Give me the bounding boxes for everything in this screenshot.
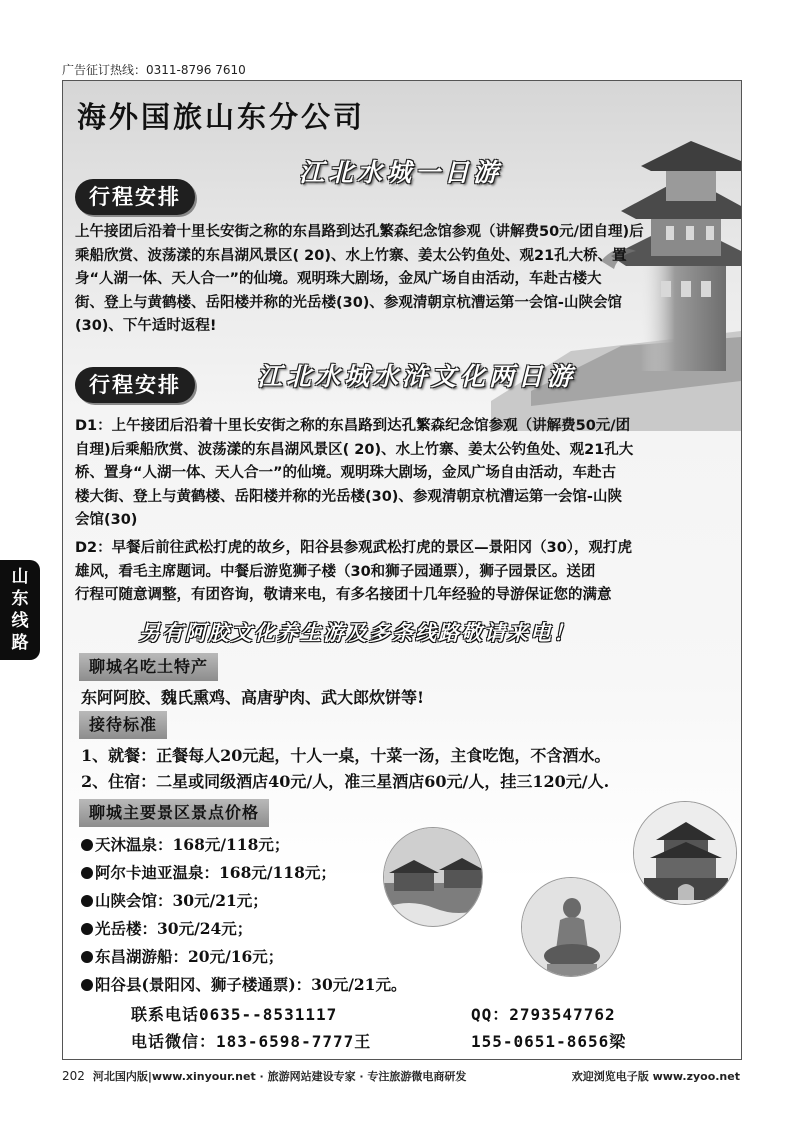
contact-phone: 联系电话0635--8531117 bbox=[131, 1005, 338, 1024]
route2-d2-line: 行程可随意调整，有团咨询，敬请来电，有多名接团十几年经验的导游保证您的满意 bbox=[75, 587, 612, 603]
contact-wechat: 电话微信：183-6598-7777王 bbox=[131, 1032, 372, 1051]
route2-d2-line: D2：早餐后前往武松打虎的故乡，阳谷县参观武松打虎的景区—景阳冈（30），观打虎 bbox=[75, 540, 633, 556]
route1-line: 上午接团后沿着十里长安街之称的东昌路到达孔繁森纪念馆参观（讲解费50元/团自理)后 bbox=[75, 224, 644, 240]
page-number: 202 bbox=[62, 1069, 85, 1083]
route1-itinerary-badge: 行程安排 bbox=[75, 179, 195, 215]
route2-day1 bbox=[75, 415, 725, 533]
side-tab-shandong-routes bbox=[0, 560, 40, 660]
route1-line: 街、登上与黄鹤楼、岳阳楼并称的光岳楼(30)、参观清朝京杭漕运第一会馆-山陕会馆 bbox=[75, 294, 622, 311]
route1-line: 乘船欣赏、波荡漾的东昌湖风景区( 20)、水上竹寨、姜太公钓鱼处、观21孔大桥、置 bbox=[75, 247, 627, 264]
route1-line: (30)、下午适时返程! bbox=[75, 318, 217, 334]
price-list bbox=[81, 831, 406, 999]
bullet-icon bbox=[81, 979, 93, 991]
bullet-icon bbox=[81, 895, 93, 907]
route2-d1-line: D1：上午接团后沿着十里长安街之称的东昌路到达孔繁森纪念馆参观（讲解费50元/团 bbox=[75, 418, 631, 434]
price-item: 光岳楼：30元/24元； bbox=[81, 915, 406, 943]
promo-banner: 另有阿胶文化养生游及多条线路敬请来电！ bbox=[139, 620, 576, 645]
bullet-icon bbox=[81, 951, 93, 963]
statue-photo-icon bbox=[521, 877, 621, 977]
route2-title: 江北水城水浒文化两日游 bbox=[257, 362, 577, 391]
specialty-text: 东阿阿胶、魏氏熏鸡、高唐驴肉、武大郎炊饼等! bbox=[81, 688, 425, 707]
footer-publisher: 河北国内版|www.xinyour.net · 旅游网站建设专家 · 专注旅游微电商研发 bbox=[92, 1070, 467, 1083]
prices-heading: 聊城主要景区景点价格 bbox=[79, 799, 269, 827]
bullet-icon bbox=[81, 923, 93, 935]
price-item: 阿尔卡迪亚温泉：168元/118元； bbox=[81, 859, 406, 887]
water-town-photo-icon bbox=[383, 827, 483, 927]
specialty-heading: 聊城名吃土特产 bbox=[79, 653, 218, 681]
contact-qq: QQ：2793547762 bbox=[471, 1005, 616, 1024]
route1-line: 身“人湖一体、天人合一”的仙境。观明珠大剧场，金凤广场自由活动，车赴古楼大 bbox=[75, 271, 602, 287]
route1-description bbox=[75, 221, 725, 339]
side-tab-char: 东 bbox=[11, 589, 29, 609]
route2-d2-line: 雄风，看毛主席题词。中餐后游览狮子楼（30和狮子园通票），狮子园景区。送团 bbox=[75, 563, 596, 580]
tower-photo-icon bbox=[633, 801, 737, 905]
bullet-icon bbox=[81, 839, 93, 851]
route1-title: 江北水城一日游 bbox=[299, 158, 503, 187]
company-name: 海外国旅山东分公司 bbox=[77, 100, 366, 134]
price-item: 山陕会馆：30元/21元； bbox=[81, 887, 406, 915]
standard-item-meal: 1、就餐：正餐每人20元起，十人一桌，十菜一汤，主食吃饱，不含酒水。 bbox=[81, 746, 611, 765]
standard-item-lodging: 2、住宿：二星或同级酒店40元/人，准三星酒店60元/人，挂三120元/人. bbox=[81, 772, 610, 791]
ad-panel bbox=[62, 80, 742, 1060]
footer-right: 欢迎浏览电子版 www.zyoo.net bbox=[571, 1070, 740, 1083]
side-tab-char: 路 bbox=[11, 633, 29, 653]
standards-heading: 接待标准 bbox=[79, 711, 167, 739]
route2-itinerary-badge: 行程安排 bbox=[75, 367, 195, 403]
side-tab-char: 线 bbox=[11, 611, 29, 631]
route2-d1-line: 楼大街、登上与黄鹤楼、岳阳楼并称的光岳楼(30)、参观清朝京杭漕运第一会馆-山陕 bbox=[75, 488, 622, 505]
route2-d1-line: 自理)后乘船欣赏、波荡漾的东昌湖风景区( 20)、水上竹寨、姜太公钓鱼处、观21孔大 bbox=[75, 441, 634, 458]
price-item: 东昌湖游船：20元/16元； bbox=[81, 943, 406, 971]
bullet-icon bbox=[81, 867, 93, 879]
contact-mobile: 155-0651-8656梁 bbox=[471, 1032, 627, 1051]
side-tab-char: 山 bbox=[11, 567, 29, 587]
footer-left bbox=[62, 1068, 466, 1084]
route2-day2 bbox=[75, 537, 725, 608]
route2-d1-line: 会馆(30) bbox=[75, 512, 138, 528]
price-item: 天沐温泉：168元/118元； bbox=[81, 831, 406, 859]
ad-hotline: 广告征订热线：0311-8796 7610 bbox=[62, 63, 246, 77]
route2-d1-line: 桥、置身“人湖一体、天人合一”的仙境。观明珠大剧场，金凤广场自由活动，车赴古 bbox=[75, 465, 617, 481]
price-item: 阳谷县(景阳冈、狮子楼通票)：30元/21元。 bbox=[81, 971, 406, 999]
